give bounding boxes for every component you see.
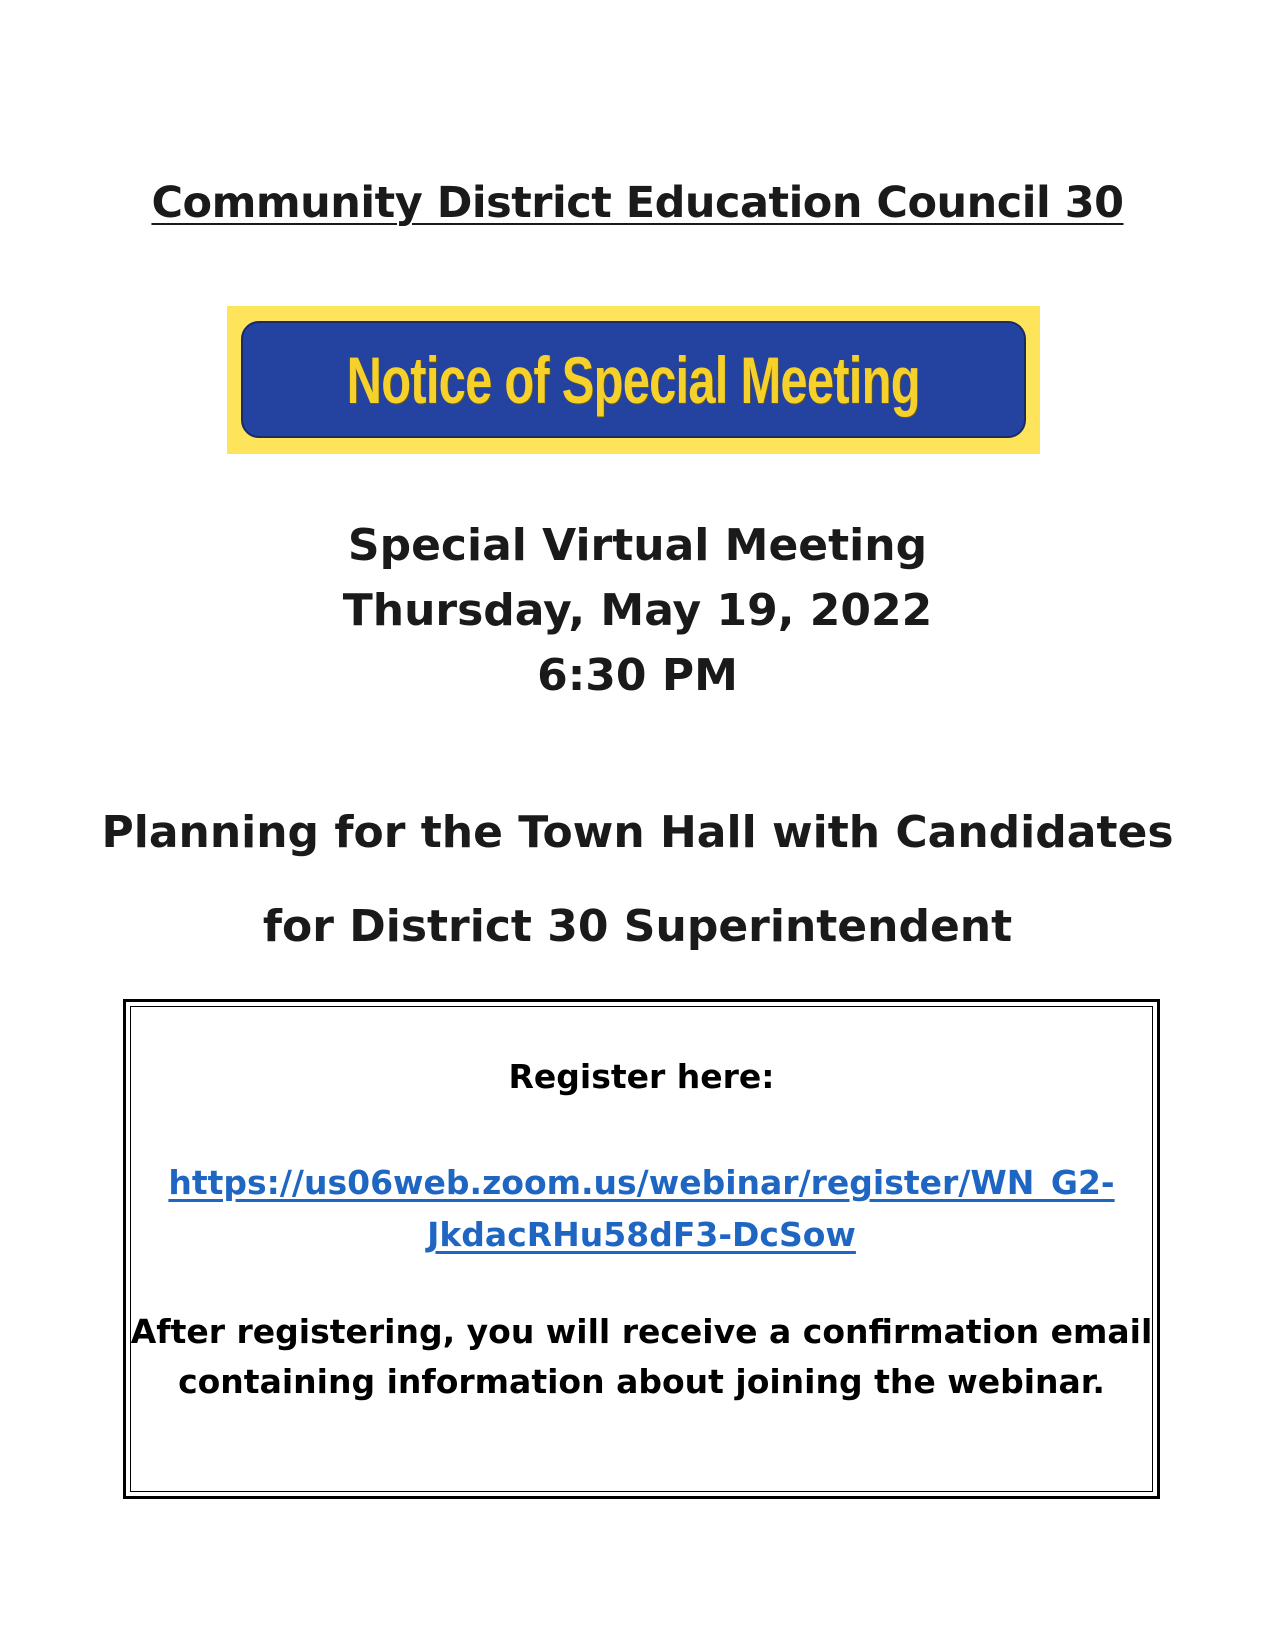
notice-banner: [227, 306, 1040, 454]
meeting-date: Thursday, May 19, 2022: [342, 585, 933, 636]
register-label: Register here:: [508, 1057, 775, 1096]
notice-banner-text: Notice of Special Meeting: [346, 342, 921, 417]
registration-note: [126, 1307, 1157, 1407]
registration-note-line-2: containing information about joining the webinar.: [178, 1362, 1105, 1401]
registration-link-block: [126, 1157, 1157, 1261]
meeting-time: 6:30 PM: [537, 650, 738, 701]
page-title: [0, 178, 1275, 230]
registration-box: [123, 999, 1160, 1499]
registration-link-part-2[interactable]: JkdacRHu58dF3-DcSow: [427, 1215, 856, 1254]
topic-line-1: Planning for the Town Hall with Candidates: [101, 807, 1174, 858]
meeting-details: [0, 513, 1275, 708]
registration-note-line-1: After registering, you will receive a confirmation email: [130, 1312, 1153, 1351]
meeting-topic: [0, 786, 1275, 974]
notice-banner-panel: [241, 321, 1026, 438]
topic-line-2: for District 30 Superintendent: [262, 901, 1013, 952]
council-name: Community District Education Council 30: [151, 178, 1124, 228]
meeting-type: Special Virtual Meeting: [347, 520, 928, 571]
registration-link-part-1[interactable]: https://us06web.zoom.us/webinar/register/WN_G2-: [168, 1163, 1115, 1202]
